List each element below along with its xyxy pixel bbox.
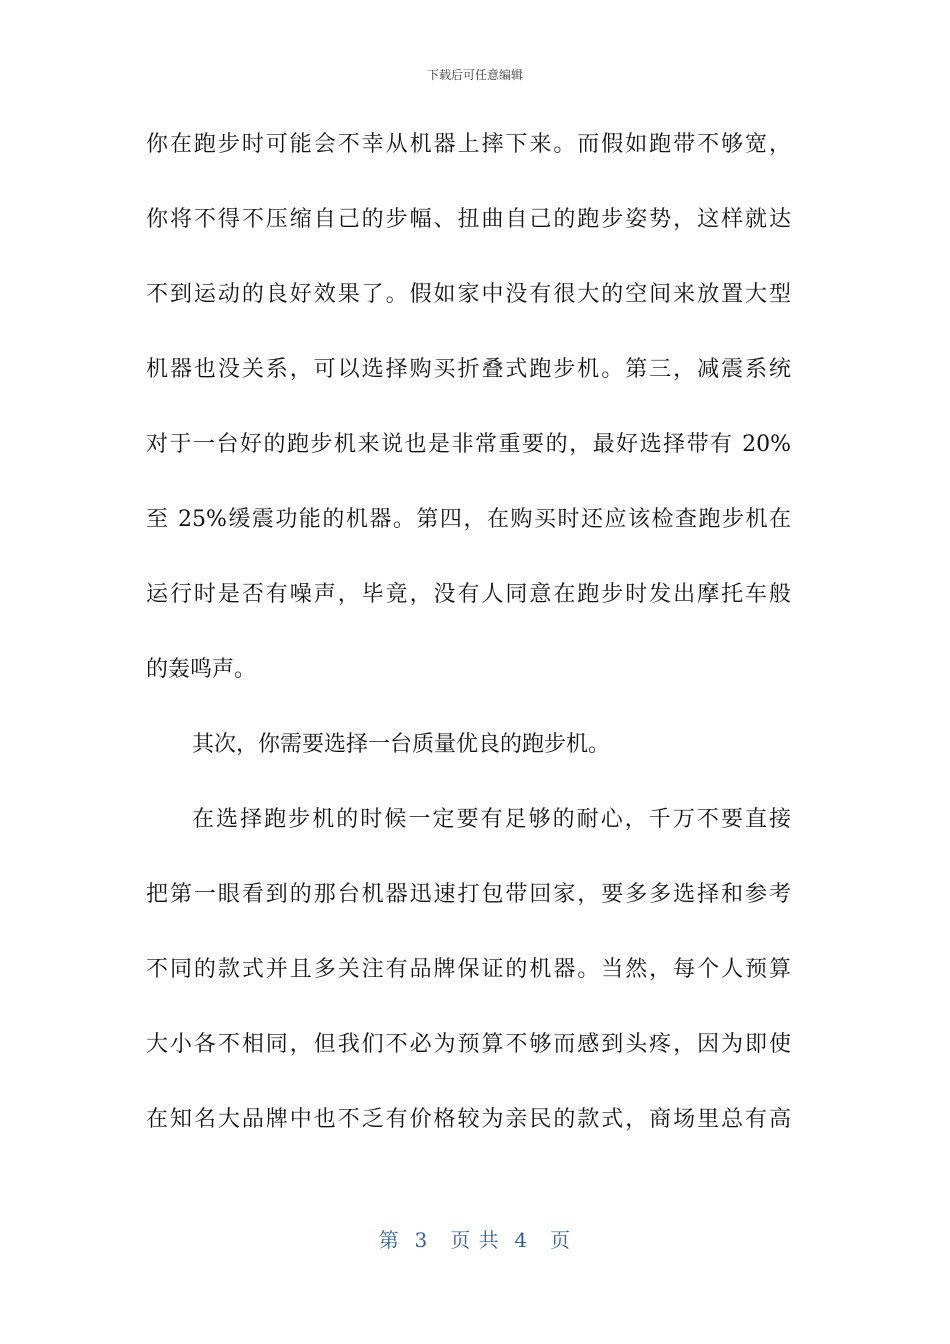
- text-line: 把第一眼看到的那台机器迅速打包带回家，要多多选择和参考: [146, 882, 791, 907]
- text-line: 在知名大品牌中也不乏有价格较为亲民的款式，商场里总有高: [146, 1107, 791, 1132]
- header-note: 下载后可任意编辑: [426, 68, 523, 82]
- text-line: 在选择跑步机的时候一定要有足够的耐心，千万不要直接: [192, 807, 791, 832]
- page-number-footer: 第 3 页 共 4 页: [378, 1228, 572, 1252]
- text-line: 运行时是否有噪声，毕竟，没有人同意在跑步时发出摩托车般: [146, 582, 791, 607]
- text-line: 不同的款式并且多关注有品牌保证的机器。当然，每个人预算: [146, 957, 791, 982]
- text-line: 大小各不相同，但我们不必为预算不够而感到头疼，因为即使: [146, 1032, 791, 1057]
- text-line: 至 25%缓震功能的机器。第四，在购买时还应该检查跑步机在: [146, 507, 791, 532]
- document-body: [146, 122, 791, 1172]
- text-line: 你在跑步时可能会不幸从机器上摔下来。而假如跑带不够宽，: [146, 132, 791, 157]
- text-line: 机器也没关系，可以选择购买折叠式跑步机。第三，减震系统: [146, 357, 791, 382]
- text-line: 的轰鸣声。: [146, 657, 257, 682]
- text-line: 不到运动的良好效果了。假如家中没有很大的空间来放置大型: [146, 282, 791, 307]
- text-line: 其次，你需要选择一台质量优良的跑步机。: [192, 732, 611, 757]
- text-line: 你将不得不压缩自己的步幅、扭曲自己的跑步姿势，这样就达: [146, 207, 791, 232]
- text-line: 对于一台好的跑步机来说也是非常重要的，最好选择带有 20%: [146, 432, 791, 457]
